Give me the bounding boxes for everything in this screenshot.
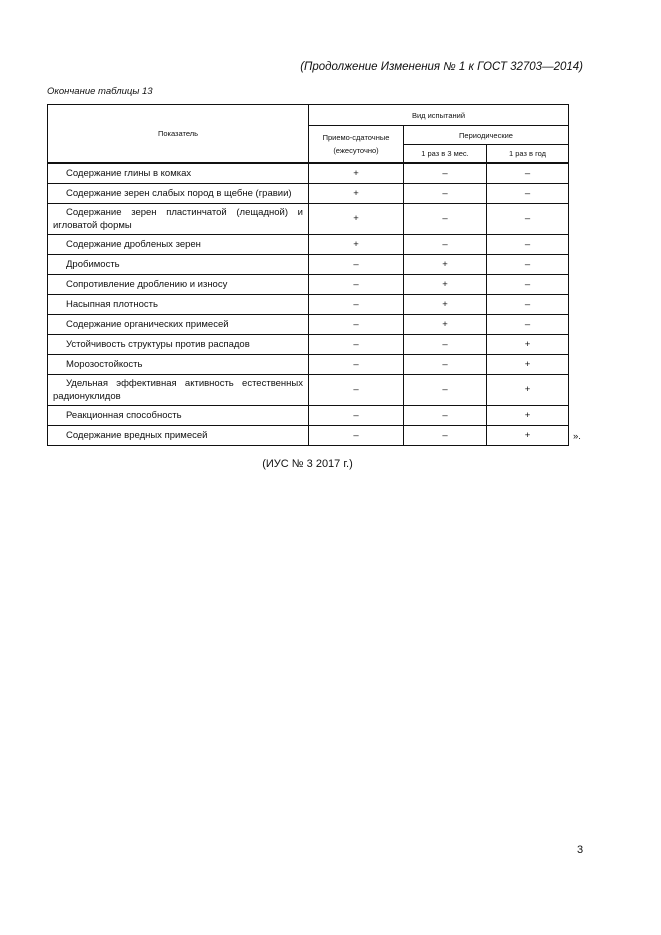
test-type-header: Вид испытаний [309, 105, 569, 126]
quarterly-cell: – [404, 203, 487, 234]
table-caption: Окончание таблицы 13 [47, 86, 153, 97]
table-row [48, 254, 569, 274]
table-row [48, 354, 569, 374]
indicator-cell: Сопротивление дроблению и износу [48, 274, 309, 294]
yearly-cell: – [487, 234, 569, 254]
acceptance-cell: – [309, 274, 404, 294]
quarterly-cell: – [404, 163, 487, 183]
amendment-source-note: (ИУС № 3 2017 г.) [262, 458, 353, 470]
closing-quote-mark: ». [573, 431, 581, 442]
table-row [48, 203, 569, 234]
indicator-cell: Дробимость [48, 254, 309, 274]
acceptance-cell: + [309, 183, 404, 203]
yearly-cell: – [487, 203, 569, 234]
acceptance-cell: – [309, 405, 404, 425]
yearly-cell: + [487, 374, 569, 405]
yearly-cell: + [487, 425, 569, 445]
indicator-cell: Удельная эффективная активность естественных радионуклидов [48, 374, 309, 405]
yearly-cell: – [487, 314, 569, 334]
quarterly-cell: – [404, 334, 487, 354]
acceptance-cell: + [309, 163, 404, 183]
acceptance-header-line2: (ежесуточно) [333, 146, 379, 155]
quarterly-cell: + [404, 254, 487, 274]
acceptance-cell: + [309, 203, 404, 234]
acceptance-cell: – [309, 354, 404, 374]
table-header [48, 105, 569, 164]
table-row [48, 334, 569, 354]
quarterly-cell: – [404, 183, 487, 203]
quarterly-cell: + [404, 274, 487, 294]
indicator-cell: Содержание дробленых зерен [48, 234, 309, 254]
document-header-note: (Продолжение Изменения № 1 к ГОСТ 32703—2014) [300, 61, 583, 73]
quarterly-cell: + [404, 314, 487, 334]
table-row [48, 294, 569, 314]
acceptance-cell: – [309, 334, 404, 354]
indicator-column-header: Показатель [48, 105, 309, 164]
table-row [48, 234, 569, 254]
acceptance-cell: + [309, 234, 404, 254]
yearly-column-header: 1 раз в год [487, 145, 569, 164]
yearly-cell: – [487, 274, 569, 294]
yearly-cell: – [487, 163, 569, 183]
periodic-header: Периодические [404, 126, 569, 145]
acceptance-cell: – [309, 254, 404, 274]
table-row [48, 425, 569, 445]
table-row [48, 274, 569, 294]
indicator-cell: Содержание зерен пластинчатой (лещадной) и игловатой формы [48, 203, 309, 234]
acceptance-cell: – [309, 294, 404, 314]
quarterly-cell: – [404, 354, 487, 374]
table-row [48, 183, 569, 203]
acceptance-column-header [309, 126, 404, 164]
indicator-cell: Устойчивость структуры против распадов [48, 334, 309, 354]
yearly-cell: + [487, 334, 569, 354]
acceptance-cell: – [309, 314, 404, 334]
indicator-cell: Морозостойкость [48, 354, 309, 374]
quarterly-cell: + [404, 294, 487, 314]
indicator-cell: Содержание органических примесей [48, 314, 309, 334]
yearly-cell: – [487, 254, 569, 274]
quarterly-cell: – [404, 405, 487, 425]
acceptance-cell: – [309, 425, 404, 445]
yearly-cell: – [487, 294, 569, 314]
acceptance-cell: – [309, 374, 404, 405]
table-row [48, 314, 569, 334]
quarterly-cell: – [404, 234, 487, 254]
indicator-cell: Содержание зерен слабых пород в щебне (гравии) [48, 183, 309, 203]
yearly-cell: + [487, 354, 569, 374]
table-row [48, 405, 569, 425]
page-number: 3 [577, 844, 584, 856]
indicator-cell: Содержание глины в комках [48, 163, 309, 183]
yearly-cell: + [487, 405, 569, 425]
table-row [48, 163, 569, 183]
quarterly-column-header: 1 раз в 3 мес. [404, 145, 487, 164]
acceptance-header-line1: Приемо-сдаточные [322, 133, 390, 142]
indicator-cell: Насыпная плотность [48, 294, 309, 314]
indicator-cell: Содержание вредных примесей [48, 425, 309, 445]
yearly-cell: – [487, 183, 569, 203]
quarterly-cell: – [404, 374, 487, 405]
test-schedule-table [47, 104, 569, 446]
table-body [48, 163, 569, 445]
quarterly-cell: – [404, 425, 487, 445]
table-row [48, 374, 569, 405]
indicator-cell: Реакционная способность [48, 405, 309, 425]
